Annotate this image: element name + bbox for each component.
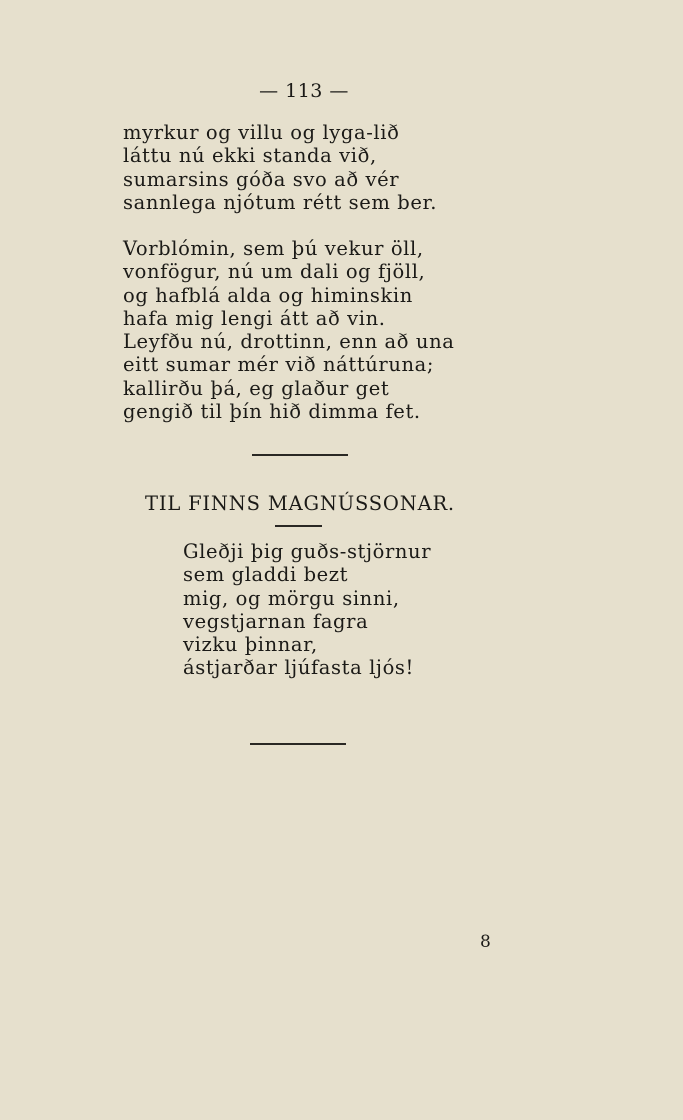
end-divider [250,743,346,745]
verse-line: mig, og mörgu sinni, [183,586,400,610]
verse-line: kallirðu þá, eg glaður get [123,376,390,400]
verse-line: vegstjarnan fagra [183,609,369,633]
verse-line: láttu nú ekki standa við, [123,144,377,168]
poem-stanza-continued [123,121,437,214]
verse-line: sannlega njótum rétt sem ber. [123,190,438,214]
poem-stanza-vorblomin [123,237,454,423]
poem-stanza-gledji [183,540,431,680]
signature-mark: 8 [480,932,491,952]
poem-title: TIL FINNS MAGNÚSSONAR. [145,492,455,515]
verse-line: vizku þinnar, [183,633,318,657]
page-number-header: — 113 — [259,80,349,102]
verse-line: Vorblómin, sem þú vekur öll, [123,237,424,260]
verse-line: Leyfðu nú, drottinn, enn að una [123,330,455,354]
verse-line: Gleðji þig guðs-stjörnur [183,540,432,563]
section-divider [252,454,348,456]
verse-line: og hafblá alda og himinskin [123,283,413,307]
verse-line: ástjarðar ljúfasta ljós! [183,656,414,680]
verse-line: sumarsins góða svo að vér [123,167,400,191]
verse-line: sem gladdi bezt [183,563,349,587]
verse-line: eitt sumar mér við náttúruna; [123,353,435,377]
verse-line: gengið til þín hið dimma fet. [123,400,421,424]
verse-line: vonfögur, nú um dali og fjöll, [123,260,426,284]
title-underline [275,525,322,527]
verse-line: myrkur og villu og lyga-lið [123,121,400,144]
verse-line: hafa mig lengi átt að vin. [123,306,386,330]
